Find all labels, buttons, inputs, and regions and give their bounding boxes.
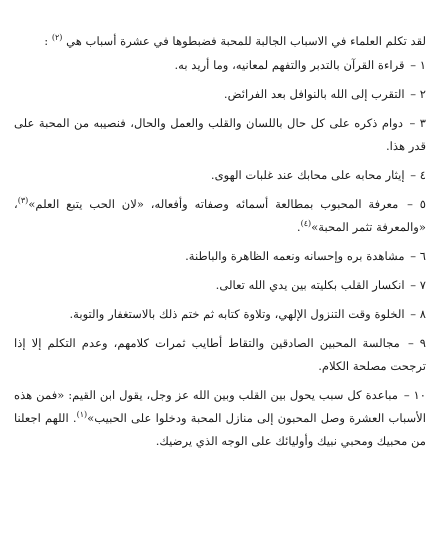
- item-text: مشاهدة بره وإحسانه ونعمه الظاهرة والباطنة.: [185, 249, 405, 263]
- item-text-continued: ، «والمعرفة تثمر المحبة»: [14, 197, 426, 234]
- list-item-10: [14, 384, 426, 453]
- item-number: ١ –: [410, 58, 426, 72]
- list-item-7: [14, 274, 426, 297]
- intro-paragraph: [14, 30, 426, 52]
- list-item-3: [14, 112, 426, 158]
- item-text-continued: . اللهم اجعلنا من محبيك ومحبي نبيك وأوليائك على الوجه الذي يرضيك.: [14, 411, 426, 448]
- item-text: إيثار محابه على محابك عند غلبات الهوى.: [210, 168, 405, 182]
- item-number: ٩ –: [407, 336, 427, 350]
- item-number: ٣ –: [409, 116, 427, 130]
- list-item-4: [14, 164, 426, 187]
- footnote-marker: (٢): [51, 33, 63, 43]
- item-text: مباعدة كل سبب يحول بين القلب وبين الله عز وجل، يقول ابن القيم: «فمن هذه الأسباب العشرة وصل المحبون إلى منازل المحبة ودخلوا على الحبيب»: [14, 388, 427, 425]
- item-text: الخلوة وقت التنزول الإلهي، وتلاوة كتابه ثم ختم ذلك بالاستغفار والتوبة.: [69, 307, 405, 321]
- item-number: ٢ –: [410, 87, 426, 101]
- item-number: ٦ –: [410, 249, 426, 263]
- item-text: قراءة القرآن بالتدبر والتفهم لمعانيه، وما أريد به.: [174, 58, 405, 72]
- footnote-marker: (٤): [300, 219, 312, 229]
- document-body: [14, 30, 426, 459]
- item-number: ٤ –: [410, 168, 426, 182]
- item-text: التقرب إلى الله بالنوافل بعد الفرائض.: [223, 87, 405, 101]
- intro-colon: :: [44, 34, 49, 48]
- list-item-8: [14, 303, 426, 326]
- item-text-end: .: [296, 220, 301, 234]
- list-item-9: [14, 332, 426, 378]
- item-number: ٧ –: [410, 278, 426, 292]
- item-number: ٥ –: [407, 197, 427, 211]
- item-text: مجالسة المحبين الصادقين والتقاط أطايب ثمرات كلامهم، وعدم التكلم إلا إذا ترجحت مصلحة الكلام.: [14, 336, 426, 373]
- item-text: دوام ذكره على كل حال باللسان والقلب والعمل والحال، فنصيبه من المحبة على قدر هذا.: [14, 116, 426, 153]
- list-item-5: [14, 193, 426, 239]
- list-item-1: [14, 54, 426, 77]
- item-number: ١٠ –: [403, 388, 426, 402]
- item-number: ٨ –: [410, 307, 426, 321]
- list-item-6: [14, 245, 426, 268]
- footnote-marker: (١): [76, 410, 88, 420]
- intro-text: لقد تكلم العلماء في الاسباب الجالبة للمحبة فضبطوها في عشرة أسباب هي: [66, 34, 426, 48]
- footnote-marker: (٣): [17, 196, 29, 206]
- item-text: معرفة المحبوب بمطالعة أسمائه وصفاته وأفعاله، «لان الحب يتبع العلم»: [28, 197, 399, 211]
- list-item-2: [14, 83, 426, 106]
- item-text: انكسار القلب بكليته بين يدي الله تعالى.: [215, 278, 405, 292]
